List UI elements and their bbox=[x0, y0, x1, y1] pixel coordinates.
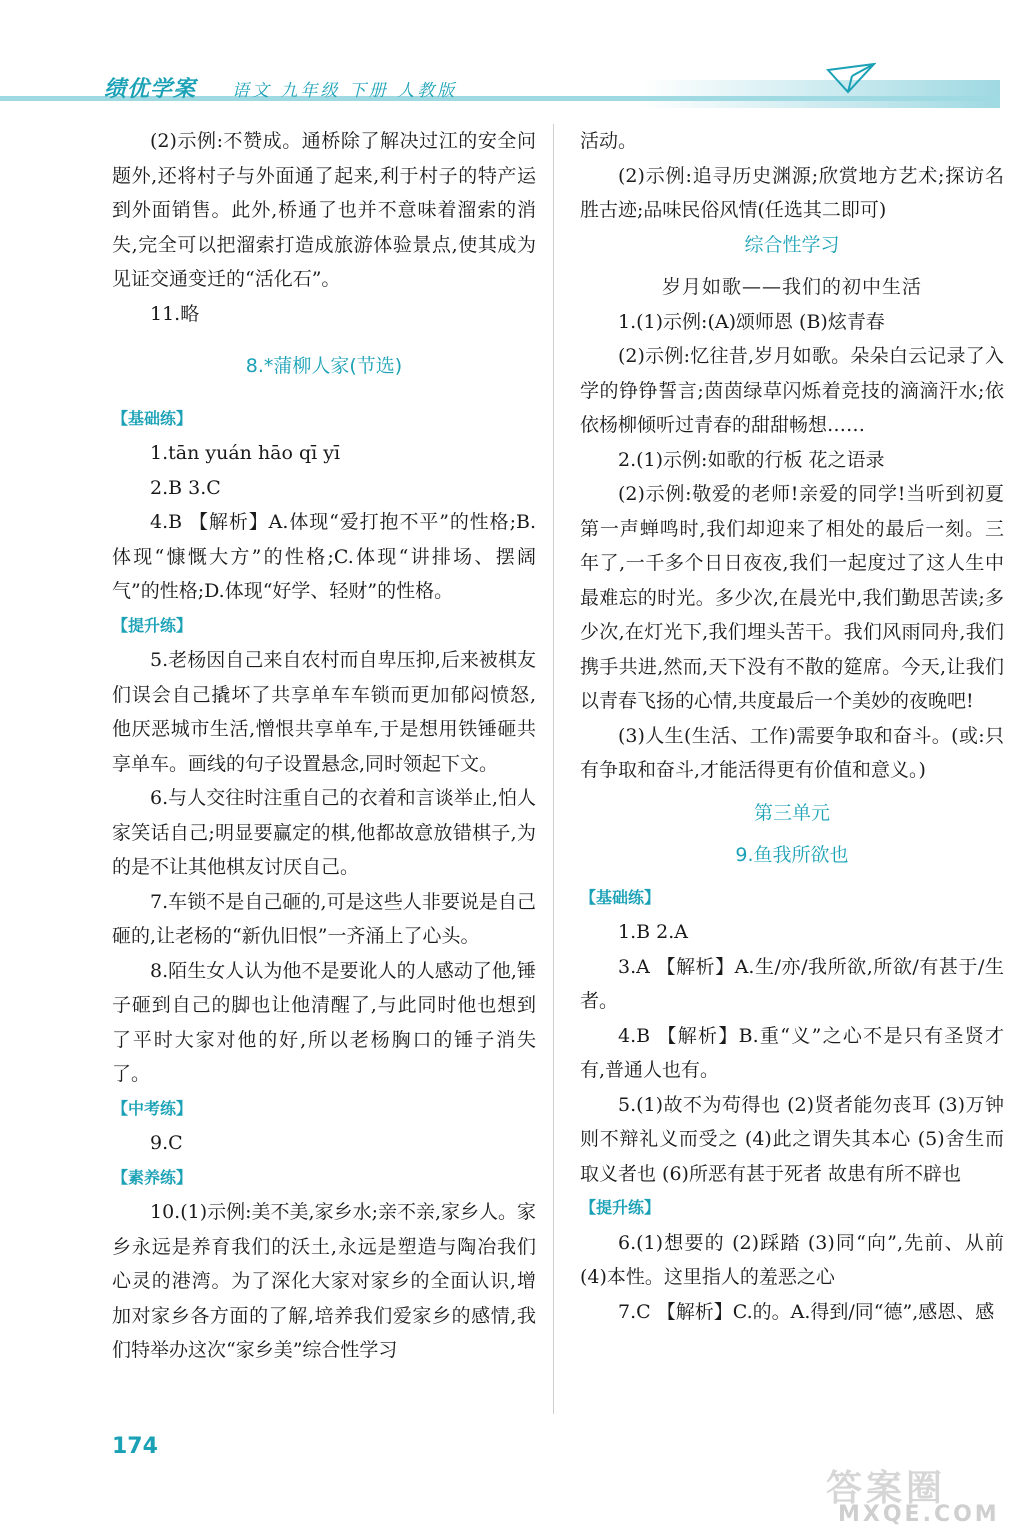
tag-exam: 【中考练】 bbox=[112, 1098, 193, 1118]
section-subtitle: 岁月如歌——我们的初中生活 bbox=[661, 276, 922, 298]
tag-literacy: 【素养练】 bbox=[112, 1167, 193, 1187]
tag-improve: 【提升练】 bbox=[112, 615, 193, 635]
tag-basic: 【基础练】 bbox=[112, 408, 193, 428]
answer-2-3: (3)人生(生活、工作)需要争取和奋斗。(或:只有争取和奋斗,才能活得更有价值和意义。) bbox=[580, 724, 1004, 781]
answer-8: 8.陌生女人认为他不是要讹人的人感动了他,锤子砸到自己的脚也让他清醒了,与此同时他也想到了平时大家对他的好,所以老杨胸口的锤子消失了。 bbox=[112, 959, 536, 1085]
answer-1-1: 1.(1)示例:(A)颂师恩 (B)炫青春 bbox=[618, 310, 885, 333]
unit-title: 第三单元 bbox=[753, 801, 830, 824]
section-title: 综合性学习 bbox=[744, 233, 840, 256]
paper-plane-icon bbox=[826, 62, 876, 98]
spacer bbox=[112, 384, 536, 402]
watermark-text: 答案圈 bbox=[826, 1468, 947, 1509]
answer-7: 7.车锁不是自己砸的,可是这些人非要说是自己砸的,让老杨的“新仇旧恨”一齐涌上了心头。 bbox=[112, 890, 536, 947]
page-header bbox=[0, 68, 1033, 108]
tag-improve: 【提升练】 bbox=[580, 1198, 661, 1217]
column-divider bbox=[553, 124, 554, 1414]
left-column bbox=[112, 124, 536, 1368]
watermark bbox=[808, 1460, 1008, 1530]
spacer bbox=[580, 873, 1004, 881]
header-fade bbox=[640, 80, 1000, 108]
watermark-url: MXQE.COM bbox=[838, 1502, 1000, 1527]
spacer bbox=[580, 788, 1004, 796]
page-number: 174 bbox=[112, 1434, 158, 1459]
answer-3: 3.A 【解析】A.生/亦/我所欲,所欲/有甚于/生者。 bbox=[580, 955, 1004, 1012]
section-title: 8.*蒲柳人家(节选) bbox=[245, 355, 403, 377]
answer-6: 6.(1)想要的 (2)踩踏 (3)同“向”,先前、从前 (4)本性。这里指人的羞恶之心 bbox=[580, 1231, 1004, 1288]
right-column bbox=[580, 124, 1004, 1329]
spacer bbox=[580, 262, 1004, 270]
answer-continued: 活动。 bbox=[580, 130, 638, 152]
answer-4: 4.B 【解析】A.体现“爱打抱不平”的性格;B.体现“慷慨大方”的性格;C.体现“讲排场、摆阔气”的性格;D.体现“好学、轻财”的性格。 bbox=[112, 511, 536, 602]
answer-10: 10.(1)示例:美不美,家乡水;亲不亲,家乡人。家乡永远是养育我们的沃土,永远是塑造与陶冶我们心灵的港湾。为了深化大家对家乡的全面认识,增加对家乡各方面的了解,培养我们爱家乡的感情,我们特举办这次“家乡美”综合性学习 bbox=[112, 1201, 537, 1361]
answer-6: 6.与人交往时注重自己的衣着和言谈举止,怕人家笑话自己;明显要赢定的棋,他都故意放错棋子,为的是不让其他棋友讨厌自己。 bbox=[112, 787, 536, 878]
answer-4: 4.B 【解析】B.重“义”之心不是只有圣贤才有,普通人也有。 bbox=[580, 1024, 1004, 1081]
answer-1-2: 1.B 2.A bbox=[618, 921, 688, 943]
answer-1: 1.tān yuán hāo qī yī bbox=[150, 442, 341, 464]
answer-5: 5.(1)故不为苟得也 (2)贤者能勿丧耳 (3)万钟则不辩礼义而受之 (4)此之谓失其本心 (5)舍生而取义者也 (6)所恶有甚于死者 故患有所不辟也 bbox=[580, 1093, 1004, 1185]
answer-2-1: 2.(1)示例:如歌的行板 花之语录 bbox=[618, 448, 885, 471]
answer-1-2: (2)示例:忆往昔,岁月如歌。朵朵白云记录了入学的铮铮誓言;茵茵绿草闪烁着竞技的滴滴汗水;依依杨柳倾听过青春的甜甜畅想…… bbox=[580, 345, 1004, 436]
answer-7: 7.C 【解析】C.的。A.得到/同“德”,感恩、感 bbox=[618, 1300, 995, 1323]
answer-2-3: 2.B 3.C bbox=[150, 476, 221, 499]
answer-10-2: (2)示例:追寻历史渊源;欣赏地方艺术;探访名胜古迹;品味民俗风情(任选其二即可) bbox=[580, 164, 1004, 221]
section-title: 9.鱼我所欲也 bbox=[735, 844, 849, 866]
answer-5: 5.老杨因自己来自农村而自卑压抑,后来被棋友们误会自己撬坏了共享单车车锁而更加郁闷愤怒,他厌恶城市生活,憎恨共享单车,于是想用铁锤砸共享单车。画线的句子设置悬念,同时领起下文。 bbox=[112, 649, 536, 775]
answer-9: 9.C bbox=[150, 1132, 183, 1154]
answer-2-2: (2)示例:敬爱的老师!亲爱的同学!当听到初夏第一声蝉鸣时,我们却迎来了相处的最后一刻。三年了,一千多个日日夜夜,我们一起度过了这人生中最难忘的时光。多少次,在晨光中,我们勤思苦读;多少次,在灯光下,我们埋头苦干。我们风雨同舟,我们携手共进,然而,天下没有不散的筵席。今天,让我们以青春飞扬的心情,共度最后一个美妙的夜晚吧! bbox=[580, 483, 1004, 712]
answer-paragraph: (2)示例:不赞成。通桥除了解决过江的安全问题外,还将村子与外面通了起来,利于村子的特产运到外面销售。此外,桥通了也并不意味着溜索的消失,完全可以把溜索打造成旅游体验景点,使其成为见证交通变迁的“活化石”。 bbox=[112, 130, 536, 290]
book-logo: 绩优学案 bbox=[104, 77, 197, 102]
tag-basic: 【基础练】 bbox=[580, 887, 661, 907]
book-subtitle: 语文 九年级 下册 人教版 bbox=[232, 81, 458, 101]
answer-11: 11.略 bbox=[150, 302, 200, 325]
spacer bbox=[580, 830, 1004, 838]
spacer bbox=[112, 331, 536, 349]
